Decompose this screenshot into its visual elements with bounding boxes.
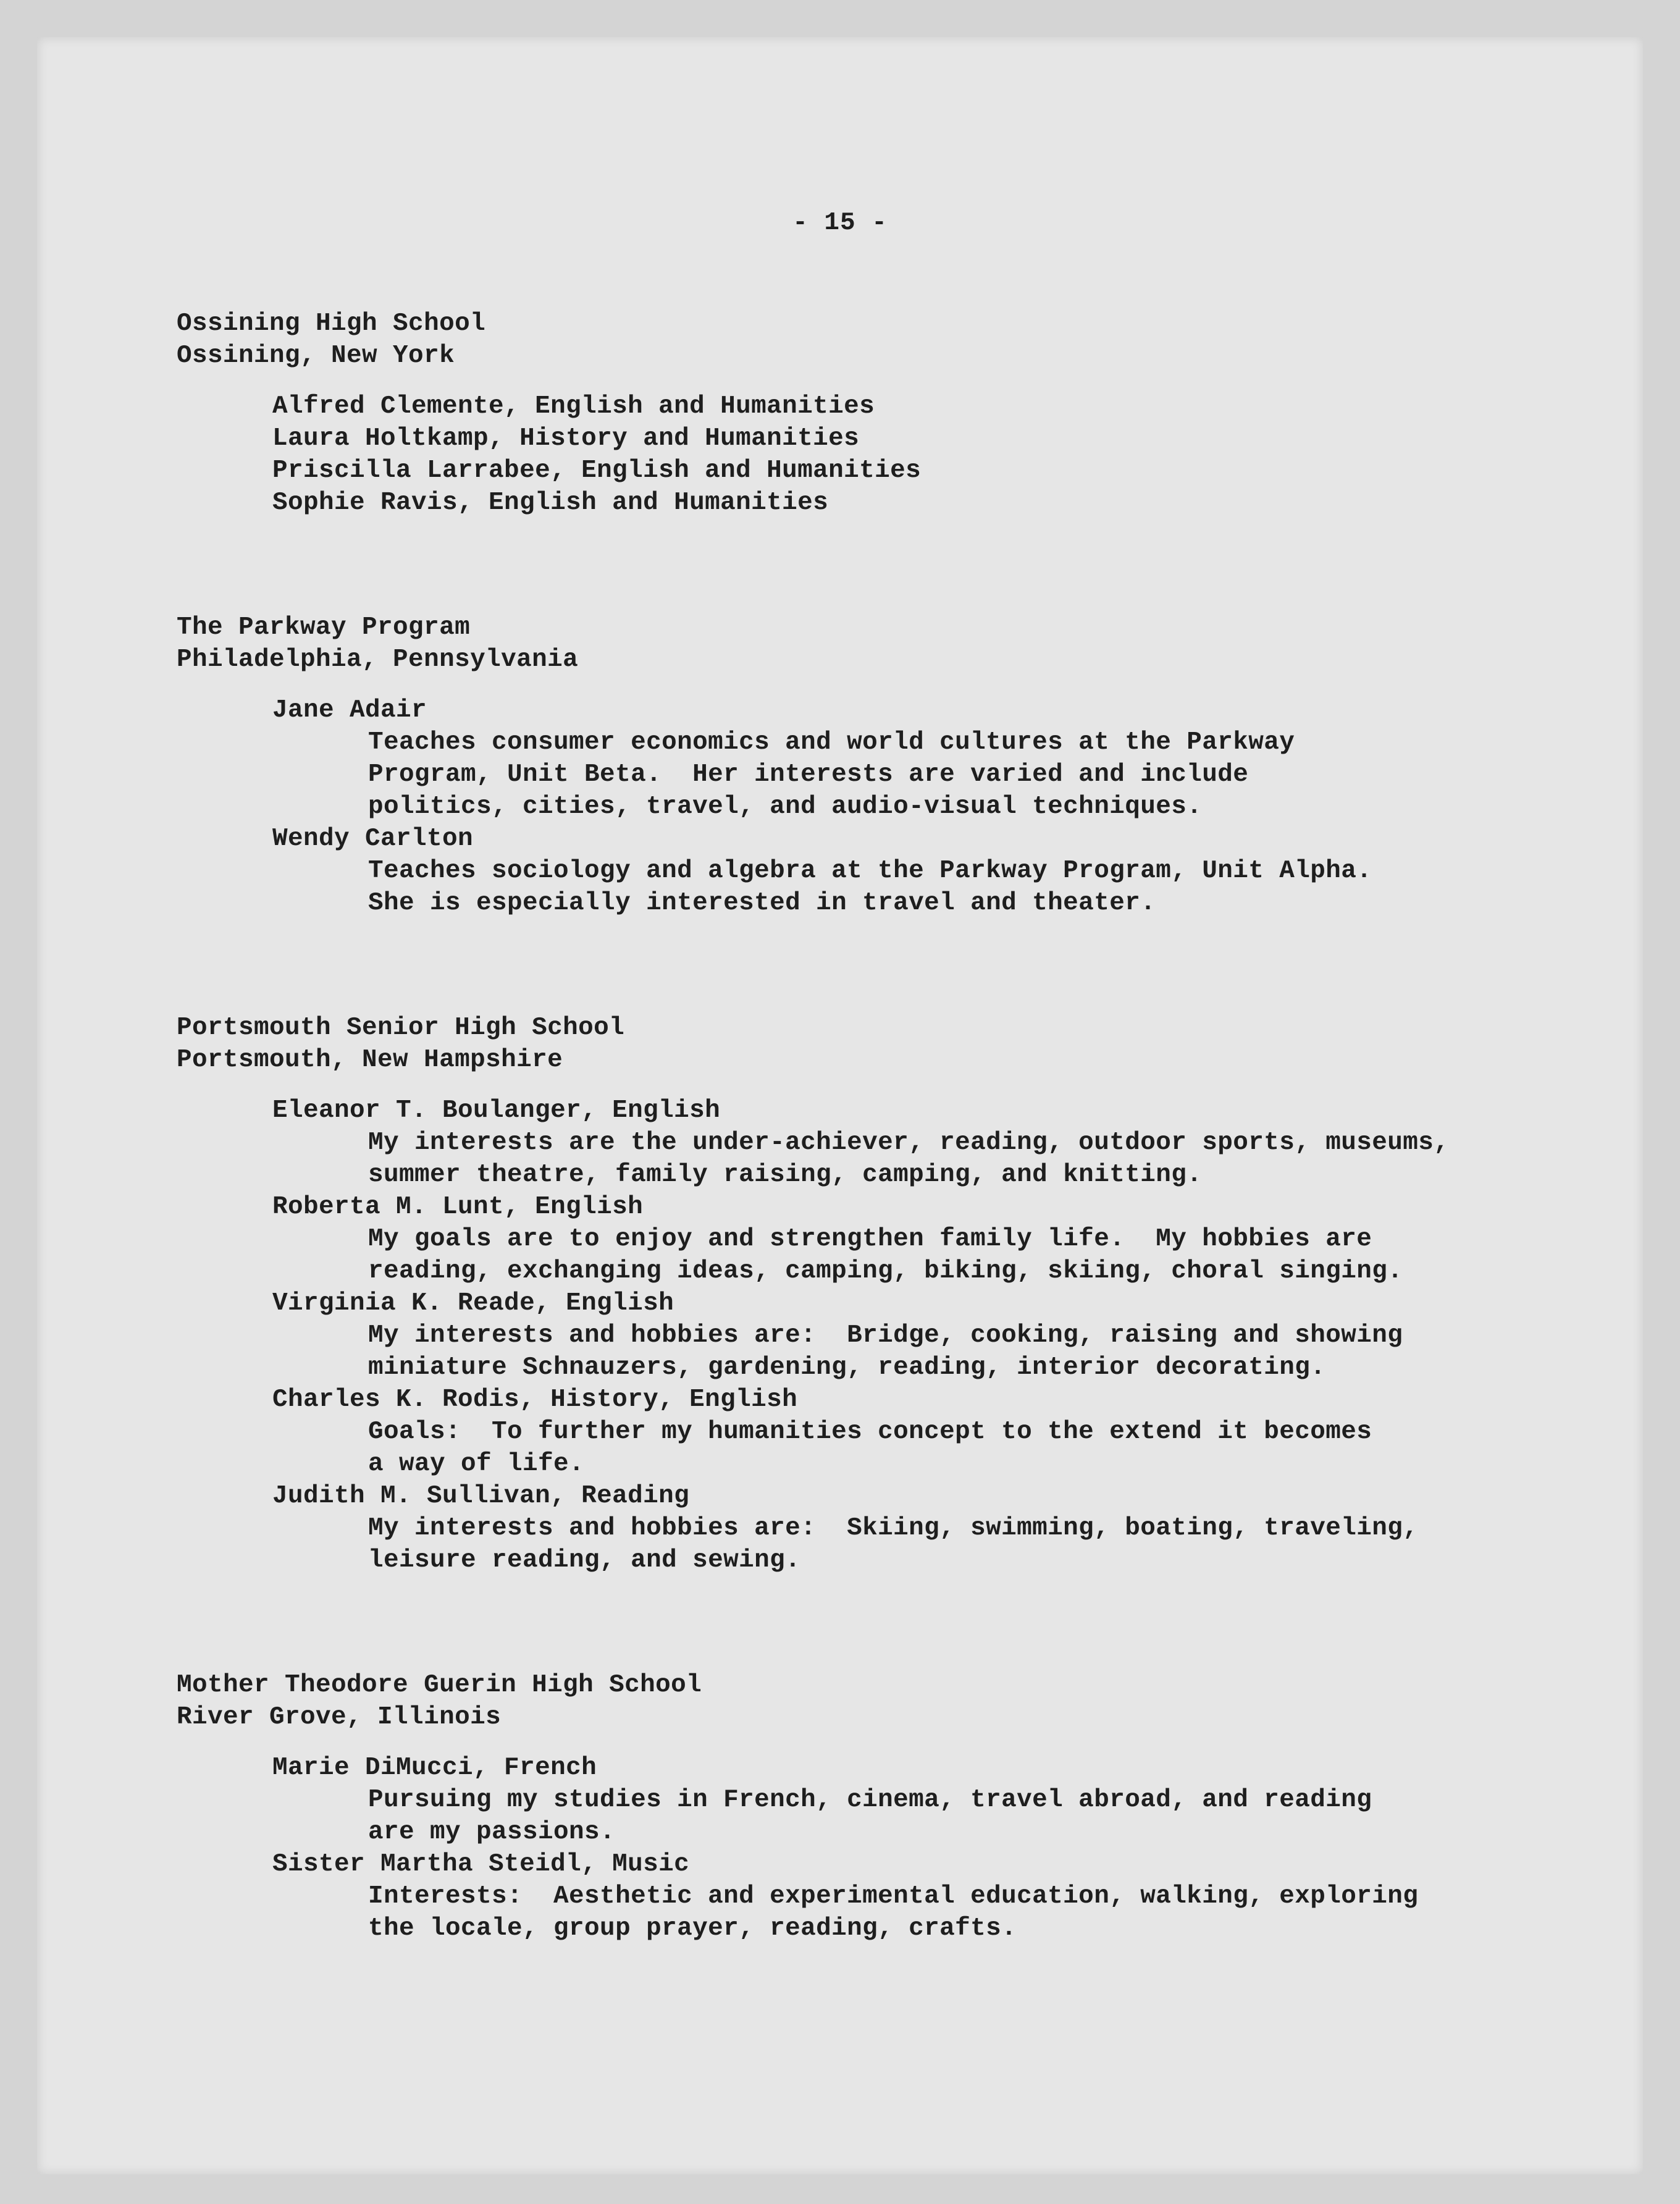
staff-entry <box>272 1287 1560 1384</box>
staff-name: Sophie Ravis, English and Humanities <box>272 489 829 517</box>
staff-entry <box>272 1095 1560 1191</box>
school-location: River Grove, Illinois <box>177 1703 502 1731</box>
staff-description-line: My goals are to enjoy and strengthen family life. My hobbies are <box>368 1225 1372 1253</box>
staff-name: Marie DiMucci, French <box>272 1754 597 1782</box>
staff-entry <box>272 1384 1560 1480</box>
staff-list <box>177 1095 1560 1576</box>
school-location: Ossining, New York <box>177 342 455 370</box>
school-section <box>177 1012 1560 1576</box>
staff-description-line: the locale, group prayer, reading, crafts. <box>368 1914 1017 1943</box>
staff-entry <box>272 823 1560 919</box>
staff-description-line: Teaches sociology and algebra at the Parkway Program, Unit Alpha. <box>368 857 1372 885</box>
staff-name: Virginia K. Reade, English <box>272 1289 674 1318</box>
staff-description-line: Pursuing my studies in French, cinema, travel abroad, and reading <box>368 1786 1372 1814</box>
staff-description-line: She is especially interested in travel and theater. <box>368 889 1156 917</box>
staff-list <box>177 694 1560 919</box>
staff-description-line: miniature Schnauzers, gardening, reading, interior decorating. <box>368 1353 1326 1382</box>
staff-description-line: politics, cities, travel, and audio-visual techniques. <box>368 793 1203 821</box>
staff-description-line: My interests and hobbies are: Skiing, swimming, boating, traveling, <box>368 1514 1419 1542</box>
staff-description-line: Teaches consumer economics and world cultures at the Parkway <box>368 728 1295 757</box>
staff-list <box>177 390 1560 519</box>
staff-name: Sister Martha Steidl, Music <box>272 1850 690 1878</box>
staff-entry <box>272 455 1560 487</box>
school-name: Mother Theodore Guerin High School <box>177 1671 702 1699</box>
school-name: Ossining High School <box>177 309 486 338</box>
staff-list <box>177 1752 1560 1945</box>
staff-entry <box>272 1191 1560 1287</box>
staff-name: Jane Adair <box>272 696 427 725</box>
document-body <box>177 308 1560 2037</box>
staff-entry <box>272 1480 1560 1576</box>
school-section <box>177 308 1560 519</box>
staff-description-line: Goals: To further my humanities concept to the extend it becomes <box>368 1418 1372 1446</box>
staff-description-line: My interests are the under-achiever, reading, outdoor sports, museums, <box>368 1129 1450 1157</box>
staff-name: Charles K. Rodis, History, English <box>272 1386 798 1414</box>
staff-description-line: reading, exchanging ideas, camping, biking, skiing, choral singing. <box>368 1257 1403 1285</box>
school-section <box>177 612 1560 919</box>
staff-entry <box>272 487 1560 519</box>
staff-description-line: summer theatre, family raising, camping, and knitting. <box>368 1161 1203 1189</box>
school-location: Philadelphia, Pennsylvania <box>177 646 579 674</box>
staff-description-line: leisure reading, and sewing. <box>368 1546 801 1575</box>
staff-entry <box>272 1752 1560 1848</box>
staff-description-line: My interests and hobbies are: Bridge, cooking, raising and showing <box>368 1321 1403 1350</box>
staff-description-line: are my passions. <box>368 1818 616 1846</box>
page-number: - 15 - <box>792 209 888 237</box>
staff-entry <box>272 1848 1560 1945</box>
staff-name: Eleanor T. Boulanger, English <box>272 1096 721 1125</box>
school-name: The Parkway Program <box>177 613 471 642</box>
staff-description-line: Interests: Aesthetic and experimental education, walking, exploring <box>368 1882 1419 1911</box>
school-section <box>177 1669 1560 1945</box>
staff-name: Wendy Carlton <box>272 825 474 853</box>
staff-name: Priscilla Larrabee, English and Humanities <box>272 456 922 485</box>
staff-entry <box>272 390 1560 423</box>
school-location: Portsmouth, New Hampshire <box>177 1046 563 1074</box>
staff-entry <box>272 694 1560 823</box>
staff-entry <box>272 423 1560 455</box>
staff-name: Roberta M. Lunt, English <box>272 1193 644 1221</box>
staff-name: Laura Holtkamp, History and Humanities <box>272 424 860 453</box>
staff-name: Judith M. Sullivan, Reading <box>272 1482 690 1510</box>
staff-name: Alfred Clemente, English and Humanities <box>272 392 875 421</box>
staff-description-line: a way of life. <box>368 1450 585 1478</box>
school-name: Portsmouth Senior High School <box>177 1014 625 1042</box>
staff-description-line: Program, Unit Beta. Her interests are varied and include <box>368 760 1249 789</box>
